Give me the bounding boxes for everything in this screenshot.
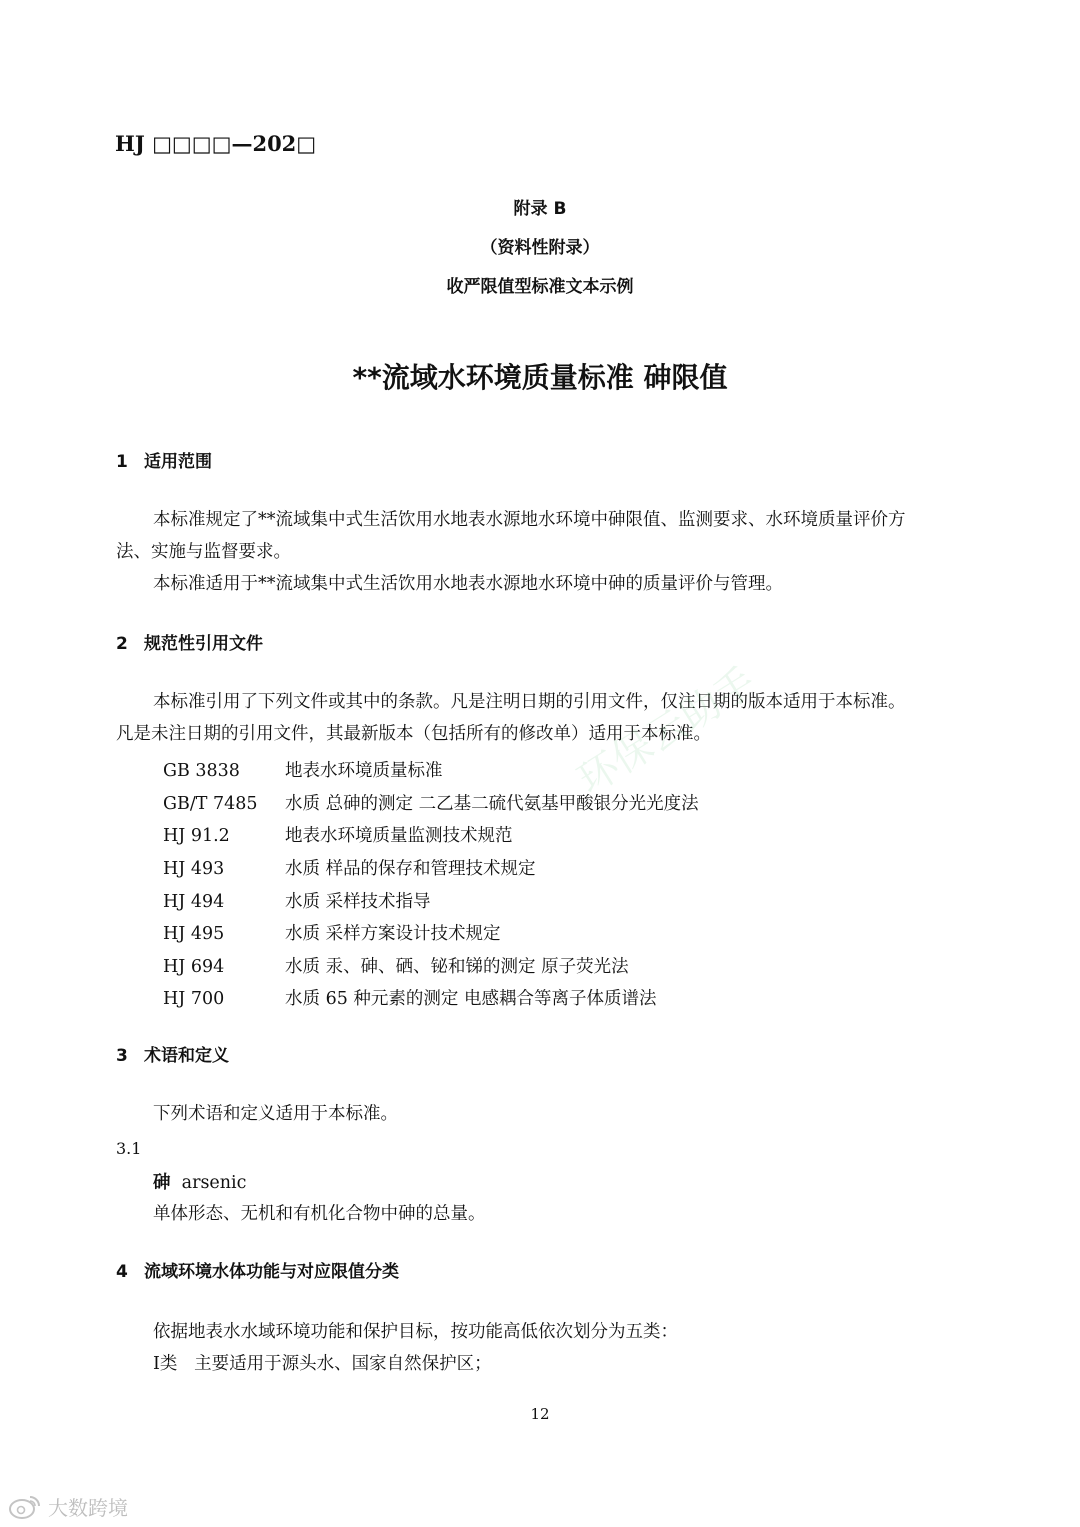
section-2-number: 2: [116, 634, 128, 654]
term-english: arsenic: [181, 1173, 247, 1193]
term-heading: [153, 1169, 246, 1194]
reference-code: GB 3838: [163, 761, 240, 781]
reference-row: [163, 757, 443, 782]
reference-row: [163, 822, 513, 847]
section-2-paragraph-line-1: 本标准引用了下列文件或其中的条款。凡是注明日期的引用文件，仅注日期的版本适用于本标准。: [153, 692, 906, 712]
reference-code: GB/T 7485: [163, 794, 258, 814]
section-1-number: 1: [116, 452, 128, 472]
section-3-title: 术语和定义: [144, 1046, 229, 1066]
appendix-title: 收严限值型标准文本示例: [446, 277, 634, 297]
reference-title: 水质 样品的保存和管理技术规定: [285, 859, 536, 879]
section-2-heading: [116, 629, 263, 654]
standard-code: HJ □□□□—202□: [115, 131, 317, 156]
reference-title: 水质 采样方案设计技术规定: [285, 924, 501, 944]
reference-code: HJ 494: [163, 892, 225, 912]
reference-row: [163, 985, 656, 1010]
reference-code: HJ 694: [163, 957, 225, 977]
reference-code: HJ 495: [163, 924, 225, 944]
term-number: 3.1: [116, 1139, 142, 1158]
section-3-number: 3: [116, 1046, 128, 1066]
reference-row: [163, 855, 536, 880]
section-1-title: 适用范围: [144, 452, 212, 472]
section-2-paragraph-line-2: 凡是未注日期的引用文件，其最新版本（包括所有的修改单）适用于本标准。: [116, 724, 711, 744]
reference-row: [163, 920, 501, 945]
section-1-paragraph-1-line-2: 法、实施与监督要求。: [116, 542, 291, 562]
reference-code: HJ 493: [163, 859, 225, 879]
reference-title: 水质 总砷的测定 二乙基二硫代氨基甲酸银分光光度法: [285, 794, 699, 814]
section-3-heading: [116, 1041, 229, 1066]
section-2-title: 规范性引用文件: [144, 634, 263, 654]
reference-title: 地表水环境质量监测技术规范: [285, 826, 513, 846]
corner-watermark: [8, 1492, 128, 1521]
reference-code: HJ 700: [163, 989, 225, 1009]
center-watermark: 环保云助手: [569, 658, 764, 804]
section-1-heading: [116, 447, 212, 472]
section-4-title: 流域环境水体功能与对应限值分类: [144, 1262, 399, 1282]
class-1-text: 主要适用于源头水、国家自然保护区；: [194, 1354, 492, 1374]
weibo-icon: [8, 1494, 42, 1520]
term-definition: 单体形态、无机和有机化合物中砷的总量。: [153, 1204, 486, 1224]
reference-title: 地表水环境质量标准: [285, 761, 443, 781]
reference-title: 水质 65 种元素的测定 电感耦合等离子体质谱法: [285, 989, 657, 1009]
appendix-type: （资料性附录）: [480, 238, 600, 258]
section-3-paragraph: 下列术语和定义适用于本标准。: [153, 1104, 398, 1124]
document-title: **流域水环境质量标准 砷限值: [352, 361, 728, 394]
reference-title: 水质 采样技术指导: [285, 892, 431, 912]
reference-title: 水质 汞、砷、硒、铋和锑的测定 原子荧光法: [285, 957, 629, 977]
term-chinese: 砷: [153, 1173, 171, 1193]
reference-row: [163, 790, 699, 815]
reference-row: [163, 888, 431, 913]
corner-watermark-text: 大数跨境: [48, 1496, 128, 1520]
reference-code: HJ 91.2: [163, 826, 230, 846]
appendix-label: 附录 B: [513, 199, 567, 219]
page-number: 12: [530, 1405, 550, 1423]
section-1-paragraph-1-line-1: 本标准规定了**流域集中式生活饮用水地表水源地水环境中砷限值、监测要求、水环境质量评价方: [153, 510, 906, 530]
section-4-paragraph: 依据地表水水域环境功能和保护目标，按功能高低依次划分为五类：: [153, 1322, 678, 1342]
class-1-label: Ⅰ类: [153, 1354, 178, 1374]
section-4-number: 4: [116, 1262, 128, 1282]
reference-row: [163, 953, 629, 978]
class-1-item: [153, 1348, 492, 1380]
section-4-heading: [116, 1257, 399, 1282]
section-1-paragraph-2: 本标准适用于**流域集中式生活饮用水地表水源地水环境中砷的质量评价与管理。: [153, 574, 783, 594]
